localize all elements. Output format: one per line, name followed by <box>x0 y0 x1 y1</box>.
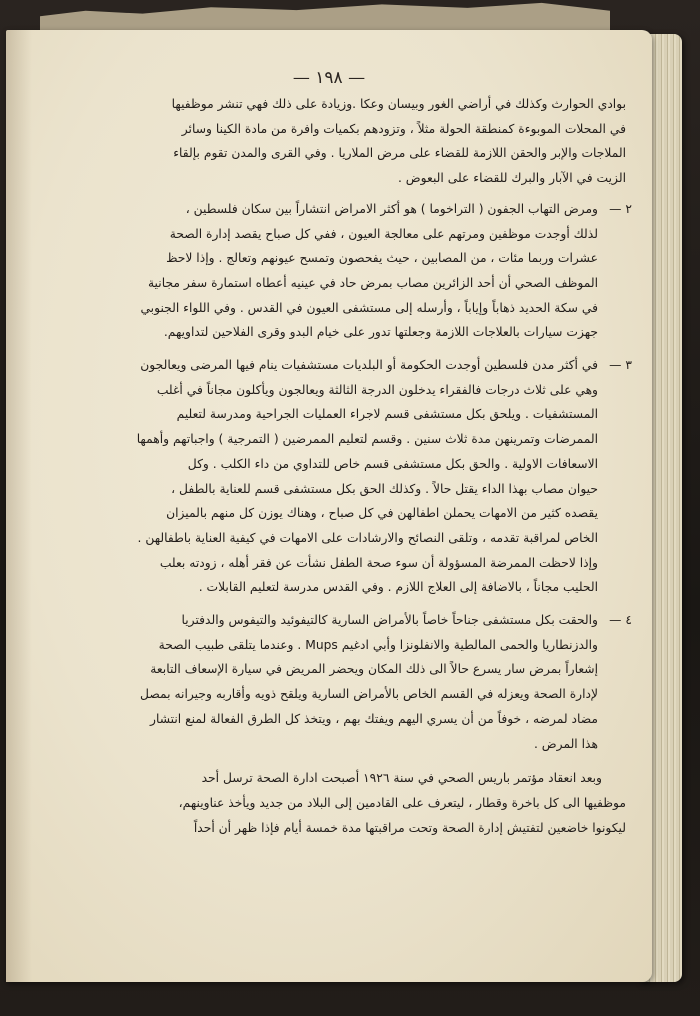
text-line: حيوان مصاب بهذا الداء يقتل حالاً . وكذلك الحق بكل مستشفى قسم للعناية بالطفل ، <box>171 481 598 496</box>
text-line: والحقت بكل مستشفى جناحاً خاصاً بالأمراض السارية كالتيفوئيد والتيفوس والدفتريا <box>181 613 598 628</box>
text-line: جهزت سيارات بالعلاجات اللازمة وجعلتها تدور على خيام البدو وقرى الفلاحين لتداويهم. <box>163 325 598 340</box>
text-line: الاسعافات الاولية . والحق بكل مستشفى قسم خاص للتداوي من داء الكلب . وكل <box>187 456 598 471</box>
page-text <box>26 92 632 840</box>
text-line: الملاجات والإبر والحقن اللازمة للقضاء على مرض الملاريا . وفي القرى والمدن تقوم بإلقاء <box>173 146 626 161</box>
text-line: الموظف الصحي أن أحد الزائرين مصاب بمرض حاد في عينيه أعطاه استمارة سفر مجانية <box>147 275 598 290</box>
numbered-item-2 <box>26 197 632 345</box>
paragraph-intro <box>26 92 626 191</box>
text-line: المستشفيات . ويلحق بكل مستشفى قسم لاجراء العمليات الجراحية ومدرسة لتعليم <box>176 407 598 422</box>
text-line: إشعاراً بمرض سار يسرع حالاً الى ذلك المكان ويحضر المريض في سيارة الإسعاف التابعة <box>150 662 598 677</box>
item-number: ٢ — <box>609 201 632 216</box>
text-line: في المحلات الموبوءة كمنطقة الحولة مثلاً ، وتزودهم بكميات وافرة من مادة الكينا وسائر <box>181 121 626 136</box>
numbered-item-4 <box>26 608 632 756</box>
numbered-item-3 <box>26 353 632 600</box>
text-line: وهي على ثلاث درجات فالفقراء يدخلون الدرجة الثالثة ويعالجون ويأكلون مجاناً في أغلب <box>156 382 598 397</box>
text-line: الزيت في الآبار والبرك للقضاء على البعوض . <box>397 171 626 186</box>
text-line: بوادي الحوارث وكذلك في أراضي الغور وبيسان وعكا .وزيادة على ذلك فهي تنشر موظفيها <box>171 97 626 111</box>
text-line: عشرات وربما مئات ، من المصابين ، حيث يفحصون وتمسح عيونهم وتعالج . وإذا لاحظ <box>166 251 598 266</box>
text-line: يقصده كثير من الامهات يحملن اطفالهن في كل صباح ، وهناك يوزن كل منهم بالميزان <box>166 506 598 521</box>
text-line: الخاص لمراقبة تقدمه ، وتلقى النصائح والارشادات على الامهات في كيفية العناية باطفالهن . <box>137 530 598 545</box>
text-line: وإذا لاحظت الممرضة المسؤولة أن سوء صحة الطفل نشأت عن فقر أهله ، زودته بعلب <box>159 555 598 570</box>
text-line: ليكونوا خاضعين لتفتيش إدارة الصحة وتحت مراقبتها مدة خمسة أيام فإذا ظهر أن أحداً <box>193 820 626 835</box>
text-line: وبعد انعقاد مؤتمر باريس الصحي في سنة ١٩٢٦ أصبحت ادارة الصحة ترسل أحد <box>201 771 602 786</box>
text-line: موظفيها الى كل باخرة وقطار ، ليتعرف على القادمين إلى البلاد من جديد ويأخذ عناوينهم، <box>178 795 626 810</box>
text-line: ومرض التهاب الجفون ( التراخوما ) هو أكثر الامراض انتشاراً بين سكان فلسطين ، <box>185 201 598 216</box>
item-number: ٤ — <box>609 613 632 628</box>
text-line: في سكة الحديد ذهاباً وإياباً ، وأرسله إلى مستشفى العيون في القدس . وفي اللواء الجنوبي <box>140 300 598 315</box>
text-line: لذلك أوجدت موظفين ومرتهم على معالجة العيون ، ففي كل صباح يقصد إدارة الصحة <box>169 226 598 241</box>
text-line: الممرضات وتمرينهن مدة ثلاث سنين . وقسم لتعليم الممرضين ( التمرجية ) واجباتهم وأهمها <box>136 432 598 447</box>
text-line: والدزنطاريا والحمى المالطية والانفلونزا وأبي ادغيم Mups . وعندما يتلقى طبيب الصحة <box>158 637 598 652</box>
book-page <box>6 30 652 982</box>
text-line: هذا المرض . <box>533 736 598 751</box>
text-line: في أكثر مدن فلسطين أوجدت الحكومة أو البلديات مستشفيات ينام فيها المرضى ويعالجون <box>140 358 598 373</box>
paragraph-closing <box>26 766 626 840</box>
item-number: ٣ — <box>609 358 632 373</box>
text-line: الحليب مجاناً ، بالاضافة إلى العلاج اللازم . وفي القدس مدرسة لتعليم القابلات . <box>198 580 598 595</box>
page-number: — ١٩٨ — <box>292 68 366 88</box>
text-line: مضاد لمرضه ، خوفاً من أن يسري اليهم ويفتك بهم ، ويتخذ كل الطرق الفعالة لمنع انتشار <box>150 711 598 726</box>
text-line: لإدارة الصحة ويعزله في القسم الخاص بالأمراض السارية ويلقح ذويه وأقاربه وجيرانه بمصل <box>140 687 598 702</box>
